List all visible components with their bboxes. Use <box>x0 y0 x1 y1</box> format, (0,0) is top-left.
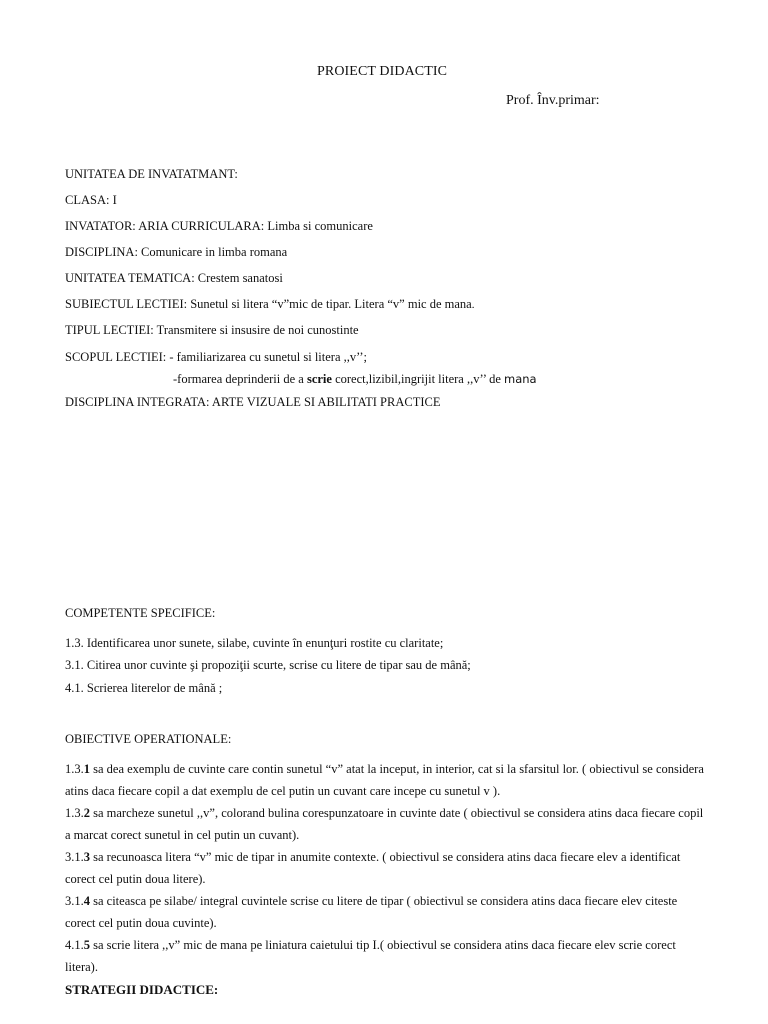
obiectiv-item <box>65 934 705 978</box>
obiectiv-number: 2 <box>83 806 90 820</box>
info-scopul-line2 <box>173 372 537 387</box>
info-tipul: TIPUL LECTIEI: Transmitere si insusire de noi cunostinte <box>65 323 359 337</box>
competenta-item: 4.1. Scrierea literelor de mână ; <box>65 681 223 695</box>
obiectiv-prefix: 3.1. <box>65 850 84 864</box>
obiective-heading: OBIECTIVE OPERATIONALE: <box>65 732 232 746</box>
obiectiv-item <box>65 802 705 846</box>
obiectiv-text: sa citeasca pe silabe/ integral cuvintele scrise cu litere de tipar ( obiectivul se considera atins daca fiecare elev citeste corect cel putin doua cuvinte). <box>65 894 678 930</box>
obiectiv-prefix: 1.3. <box>65 762 84 776</box>
info-unitatea: UNITATEA DE INVATATMANT: <box>65 167 238 181</box>
scopul-line2-bold: scrie <box>306 372 332 386</box>
info-unitatea-tematica: UNITATEA TEMATICA: Crestem sanatosi <box>65 271 283 285</box>
obiectiv-prefix: 1.3. <box>65 806 84 820</box>
info-subiectul-text: SUBIECTUL LECTIEI: Sunetul si litera “v”mic de tipar. Litera “v” mic de mana <box>65 297 472 311</box>
obiectiv-number: 3 <box>83 850 90 864</box>
info-invatator: INVATATOR: ARIA CURRICULARA: Limba si comunicare <box>65 219 373 233</box>
obiectiv-text: sa scrie litera ,,v” mic de mana pe liniatura caietului tip I.( obiectivul se considera atins daca fiecare elev scrie corect litera). <box>65 938 676 974</box>
obiectiv-number: 4 <box>83 894 90 908</box>
info-scopul-line1: SCOPUL LECTIEI: - familiarizarea cu sunetul si litera ,,v’’; <box>65 350 367 364</box>
info-subiectul-end: . <box>471 299 475 311</box>
obiectiv-number: 5 <box>83 938 90 952</box>
obiectiv-item <box>65 846 705 890</box>
info-clasa: CLASA: I <box>65 193 117 207</box>
competenta-item: 1.3. Identificarea unor sunete, silabe, cuvinte în enunţuri rostite cu claritate; <box>65 636 444 650</box>
obiectiv-prefix: 3.1. <box>65 894 84 908</box>
strategii-heading: STRATEGII DIDACTICE: <box>65 982 219 997</box>
scopul-line2-post: corect,lizibil,ingrijit litera ,,v’’ de <box>331 372 504 386</box>
competenta-item: 3.1. Citirea unor cuvinte şi propoziţii scurte, scrise cu litere de tipar sau de mână; <box>65 658 471 672</box>
scopul-line2-pre: -formarea deprinderii de a <box>173 372 307 386</box>
obiectiv-text: sa marcheze sunetul ,,v”, colorand bulina corespunzatoare in cuvinte date ( obiectivul se considera atins daca fiecare copil a marcat corect sunetul in cel putin un cuvant). <box>65 806 704 842</box>
obiectiv-prefix: 4.1. <box>65 938 84 952</box>
info-subiectul <box>65 297 474 312</box>
obiectiv-text: sa recunoasca litera “v” mic de tipar in anumite contexte. ( obiectivul se considera atins daca fiecare elev a identificat corect cel putin doua litere). <box>65 850 681 886</box>
obiectiv-item <box>65 758 705 802</box>
info-disciplina: DISCIPLINA: Comunicare in limba romana <box>65 245 288 259</box>
obiectiv-item <box>65 890 705 934</box>
obiectiv-text: sa dea exemplu de cuvinte care contin sunetul “v” atat la inceput, in interior, cat si la sfarsitul lor. ( obiectivul se considera atins daca fiecare copil a dat exemplu de cel putin un cuvant care incepe cu sunetul v ). <box>65 762 704 798</box>
obiectiv-number: 1 <box>83 762 90 776</box>
info-disciplina-integrata: DISCIPLINA INTEGRATA: ARTE VIZUALE SI ABILITATI PRACTICE <box>65 395 441 409</box>
scopul-line2-end: mana <box>504 372 537 386</box>
teacher-label: Prof. Înv.primar: <box>506 93 600 108</box>
competente-heading: COMPETENTE SPECIFICE: <box>65 606 216 620</box>
document-title: PROIECT DIDACTIC <box>317 64 448 79</box>
